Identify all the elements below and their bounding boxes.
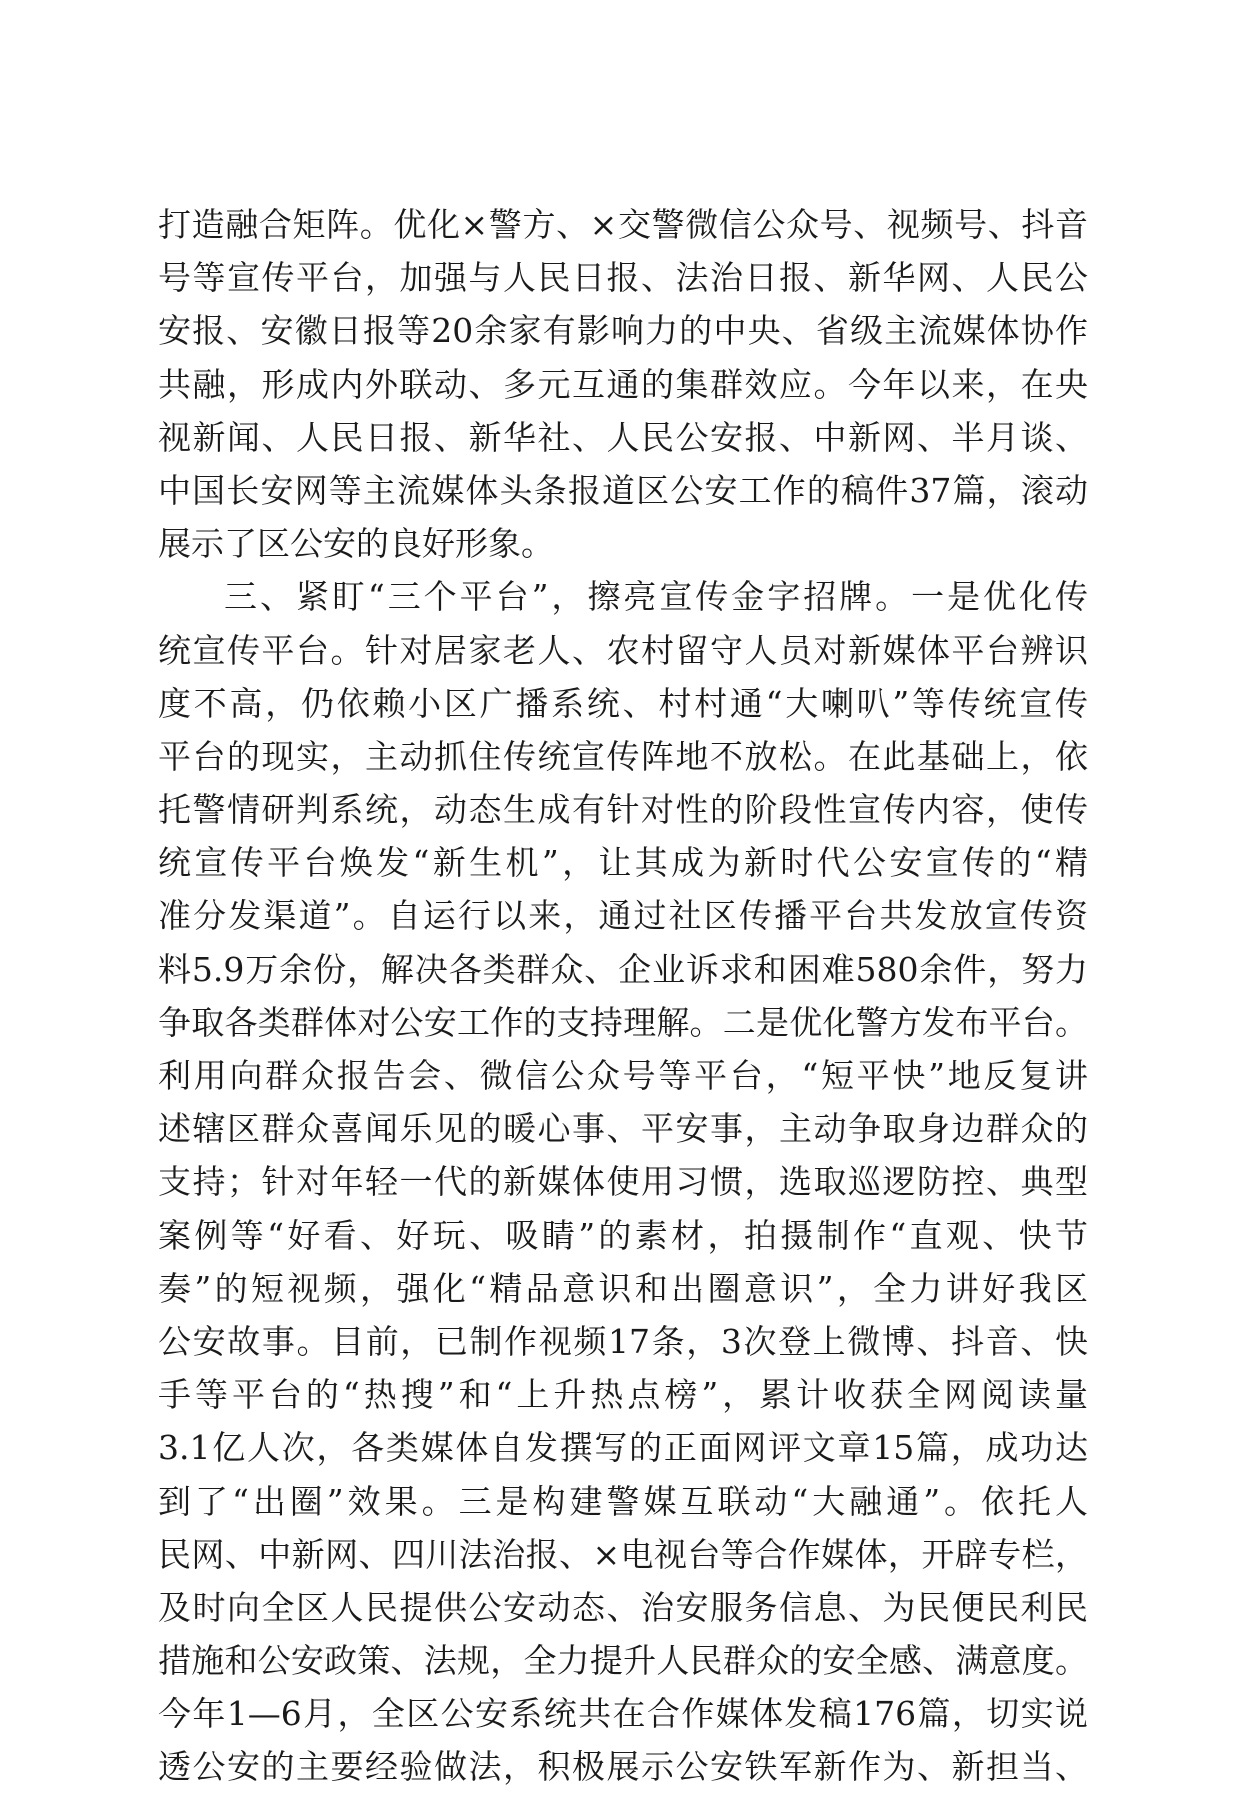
text-line: 展示了区公安的良好形象。	[158, 524, 554, 564]
text-line: 视新闻、人民日报、新华社、人民公安报、中新网、半月谈、	[158, 417, 1088, 457]
text-line: 及时向全区人民提供公安动态、治安服务信息、为民便民利民	[158, 1587, 1088, 1627]
text-line: 奏”的短视频，强化“精品意识和出圈意识”，全力讲好我区	[158, 1268, 1088, 1308]
text-line: 支持；针对年轻一代的新媒体使用习惯，选取巡逻防控、典型	[158, 1162, 1088, 1202]
text-line: 今年1—6月，全区公安系统共在合作媒体发稿176篇，切实说	[158, 1694, 1088, 1734]
text-line: 号等宣传平台，加强与人民日报、法治日报、新华网、人民公	[158, 258, 1088, 298]
text-line: 统宣传平台焕发“新生机”，让其成为新时代公安宣传的“精	[158, 843, 1088, 883]
text-line: 统宣传平台。针对居家老人、农村留守人员对新媒体平台辨识	[158, 630, 1088, 670]
text-line: 度不高，仍依赖小区广播系统、村村通“大喇叭”等传统宣传	[158, 683, 1088, 723]
text-line: 平台的现实，主动抓住传统宣传阵地不放松。在此基础上，依	[158, 736, 1088, 776]
text-line: 手等平台的“热搜”和“上升热点榜”，累计收获全网阅读量	[158, 1375, 1088, 1415]
text-line: 料5.9万余份，解决各类群众、企业诉求和困难580余件，努力	[158, 949, 1088, 989]
text-line: 措施和公安政策、法规，全力提升人民群众的安全感、满意度。	[158, 1641, 1088, 1681]
paragraph-start-line: 三、紧盯“三个平台”，擦亮宣传金字招牌。一是优化传	[224, 577, 1088, 617]
text-line: 托警情研判系统，动态生成有针对性的阶段性宣传内容，使传	[158, 790, 1088, 830]
text-line: 打造融合矩阵。优化×警方、×交警微信公众号、视频号、抖音	[158, 205, 1088, 244]
text-line: 共融，形成内外联动、多元互通的集群效应。今年以来，在央	[158, 364, 1088, 404]
text-line: 述辖区群众喜闻乐见的暖心事、平安事，主动争取身边群众的	[158, 1109, 1088, 1149]
text-line: 中国长安网等主流媒体头条报道区公安工作的稿件37篇，滚动	[158, 470, 1088, 510]
text-line: 准分发渠道”。自运行以来，通过社区传播平台共发放宣传资	[158, 896, 1088, 936]
body-text	[158, 198, 1088, 1794]
text-line: 争取各类群体对公安工作的支持理解。二是优化警方发布平台。	[158, 1002, 1088, 1042]
text-line: 利用向群众报告会、微信公众号等平台，“短平快”地反复讲	[158, 1056, 1088, 1095]
text-line: 安报、安徽日报等20余家有影响力的中央、省级主流媒体协作	[158, 311, 1088, 351]
text-line: 民网、中新网、四川法治报、×电视台等合作媒体，开辟专栏，	[158, 1534, 1088, 1574]
text-line: 3.1亿人次，各类媒体自发撰写的正面网评文章15篇，成功达	[158, 1428, 1088, 1468]
text-line: 透公安的主要经验做法，积极展示公安铁军新作为、新担当、	[158, 1747, 1088, 1787]
text-line: 公安故事。目前，已制作视频17条，3次登上微博、抖音、快	[158, 1321, 1088, 1361]
text-line: 案例等“好看、好玩、吸睛”的素材，拍摄制作“直观、快节	[158, 1215, 1088, 1255]
text-line: 到了“出圈”效果。三是构建警媒互联动“大融通”。依托人	[158, 1481, 1088, 1521]
